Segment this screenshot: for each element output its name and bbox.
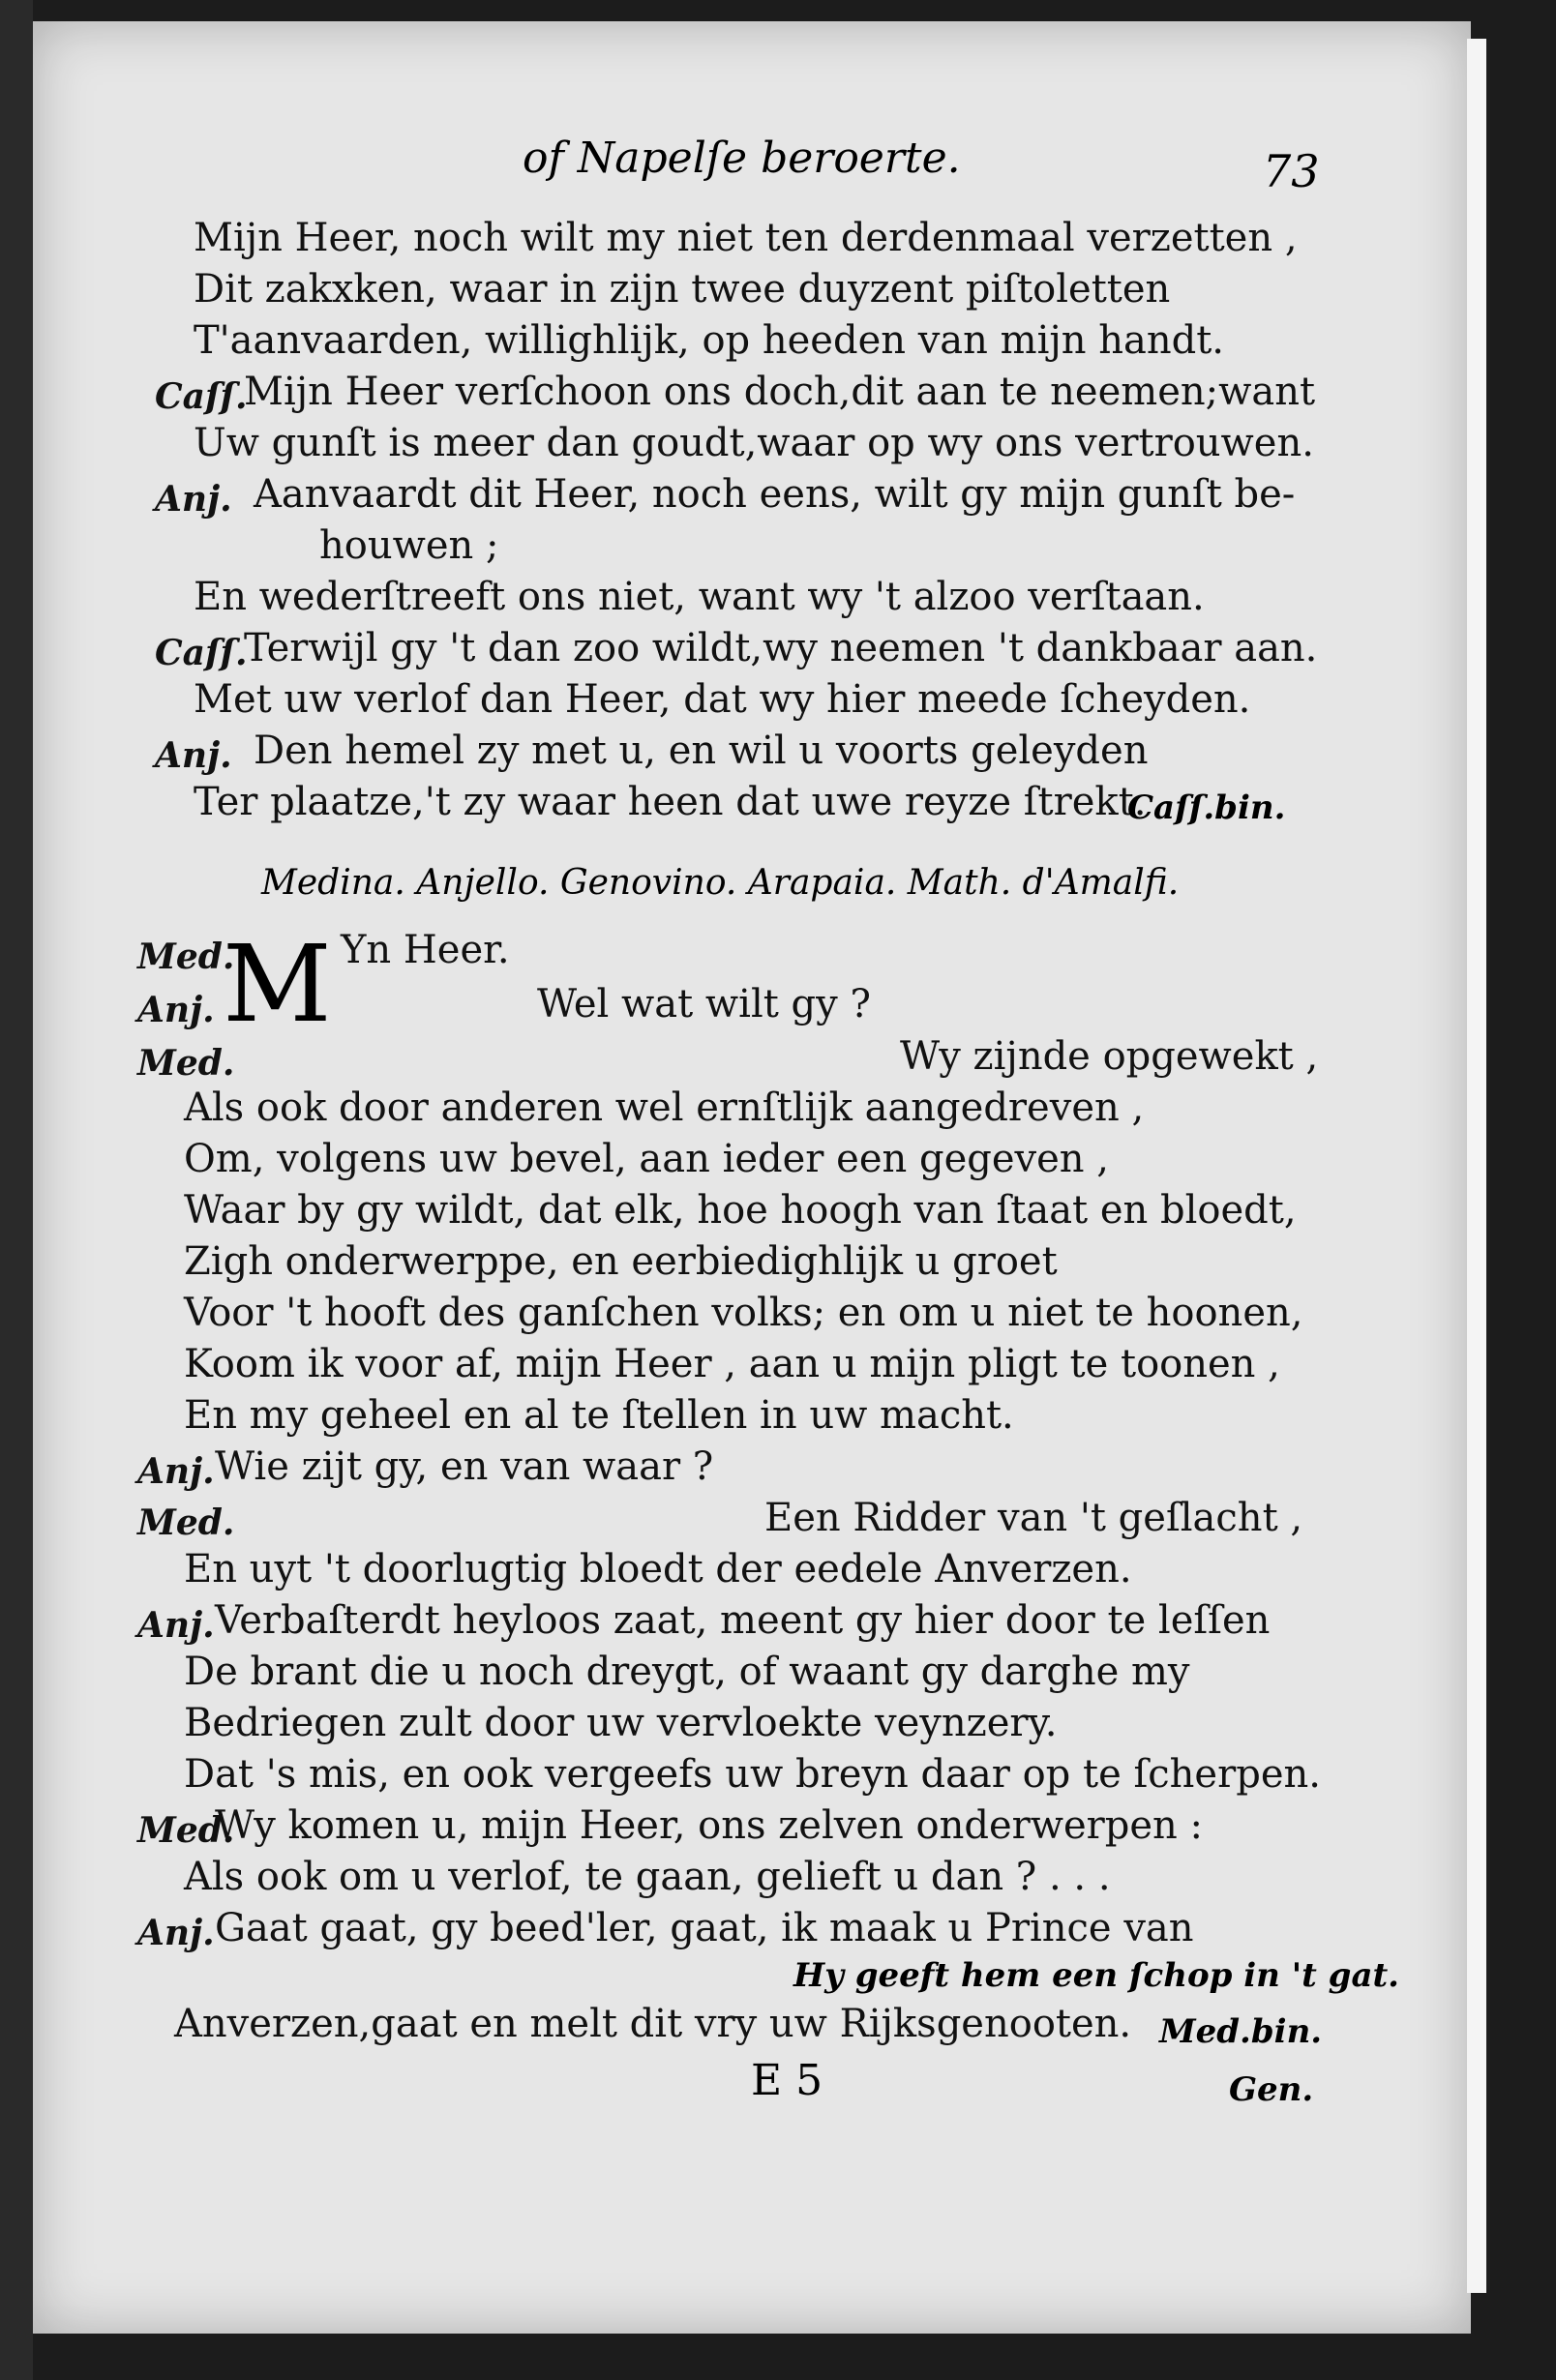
verse-line: Wy komen u, mijn Heer, ons zelven onderwerpen : bbox=[215, 1803, 1203, 1848]
speaker-label: Anj. bbox=[137, 1451, 215, 1492]
verse-line: Gaat gaat, gy beed'ler, gaat, ik maak u Prince van bbox=[215, 1906, 1194, 1950]
speaker-label: Med. bbox=[137, 1043, 235, 1084]
verse-line: Zigh onderwerppe, en eerbiedighlijk u groet bbox=[184, 1239, 1058, 1284]
verse-line: Koom ik voor af, mijn Heer , aan u mijn pligt te toonen , bbox=[184, 1342, 1280, 1386]
verse-line: Yn Heer. bbox=[341, 928, 510, 972]
page-number: 73 bbox=[1263, 145, 1320, 197]
page-edge bbox=[1467, 39, 1486, 2293]
scene-heading: Medina. Anjello. Genovino. Arapaia. Math. d'Amalfi. bbox=[261, 863, 1180, 903]
speaker-label: Anj. bbox=[137, 1913, 215, 1953]
verse-line: De brant die u noch dreygt, of waant gy darghe my bbox=[184, 1650, 1190, 1694]
verse-line: Uw gunſt is meer dan goudt,waar op wy ons vertrouwen. bbox=[194, 421, 1314, 465]
verse-line: Waar by gy wildt, dat elk, hoe hoogh van ſtaat en bloedt, bbox=[184, 1188, 1297, 1233]
verse-line: T'aanvaarden, willighlijk, op heeden van mijn handt. bbox=[194, 318, 1224, 363]
verse-line: Mijn Heer verſchoon ons doch,dit aan te neemen;want bbox=[244, 370, 1316, 414]
verse-line: Ter plaatze,'t zy waar heen dat uwe reyze ſtrekt. bbox=[194, 780, 1147, 824]
speaker-label: Med. bbox=[137, 937, 235, 977]
verse-line: Voor 't hooft des ganſchen volks; en om u niet te hoonen, bbox=[184, 1291, 1303, 1335]
verse-line: Wy zijnde opgewekt , bbox=[900, 1034, 1319, 1079]
verse-line: Dat 's mis, en ook vergeefs uw breyn daar op te ſcherpen. bbox=[184, 1752, 1321, 1797]
verse-line: Als ook door anderen wel ernſtlijk aangedreven , bbox=[184, 1086, 1145, 1130]
speaker-label: Anj. bbox=[155, 479, 232, 520]
book-edge bbox=[0, 0, 33, 2380]
stage-exit: Caſſ.bin. bbox=[1127, 788, 1286, 827]
verse-line: Om, volgens uw bevel, aan ieder een gegeven , bbox=[184, 1137, 1109, 1181]
stage-direction: Hy geeft hem een ſchop in 't gat. bbox=[793, 1956, 1400, 1995]
verse-line: Wel wat wilt gy ? bbox=[537, 982, 871, 1026]
speaker-label: Med. bbox=[137, 1502, 235, 1543]
verse-line: Wie zijt gy, en van waar ? bbox=[215, 1444, 714, 1489]
speaker-label: Anj. bbox=[137, 1605, 215, 1646]
speaker-label: Caſſ. bbox=[155, 633, 248, 673]
verse-line: Aanvaardt dit Heer, noch eens, wilt gy mijn gunſt be- bbox=[254, 472, 1296, 517]
running-head: of Napelſe beroerte. bbox=[523, 134, 961, 183]
verse-line: Als ook om u verlof, te gaan, gelieft u dan ? . . . bbox=[184, 1855, 1111, 1899]
verse-line: houwen ; bbox=[319, 523, 499, 568]
verse-line: Mijn Heer, noch wilt my niet ten derdenmaal verzetten , bbox=[194, 216, 1298, 260]
signature-mark: E 5 bbox=[751, 2056, 823, 2105]
verse-line: Met uw verlof dan Heer, dat wy hier meede ſcheyden. bbox=[194, 677, 1251, 722]
verse-line: Dit zakxken, waar in zijn twee duyzent piſtoletten bbox=[194, 267, 1171, 312]
verse-line: Anverzen,gaat en melt dit vry uw Rijksgenooten. bbox=[174, 2002, 1132, 2046]
verse-line: En wederſtreeft ons niet, want wy 't alzoo verſtaan. bbox=[194, 575, 1205, 619]
verse-line: En uyt 't doorlugtig bloedt der eedele Anverzen. bbox=[184, 1547, 1132, 1592]
verse-line: Verbaſterdt heyloos zaat, meent gy hier door te leſſen bbox=[215, 1598, 1271, 1643]
speaker-label: Caſſ. bbox=[155, 376, 248, 417]
verse-line: Bedriegen zult door uw vervloekte veynzery. bbox=[184, 1701, 1058, 1745]
catchword: Gen. bbox=[1229, 2070, 1314, 2109]
stage-exit: Med.bin. bbox=[1159, 2012, 1323, 2051]
speaker-label: Anj. bbox=[137, 990, 215, 1030]
speaker-label: Med. bbox=[137, 1810, 235, 1851]
verse-line: Den hemel zy met u, en wil u voorts geleyden bbox=[254, 729, 1149, 773]
drop-cap: M bbox=[223, 922, 332, 1046]
speaker-label: Anj. bbox=[155, 735, 232, 776]
verse-line: En my geheel en al te ſtellen in uw macht. bbox=[184, 1393, 1014, 1438]
verse-line: Terwijl gy 't dan zoo wildt,wy neemen 't dankbaar aan. bbox=[244, 626, 1318, 670]
verse-line: Een Ridder van 't geſlacht , bbox=[764, 1496, 1303, 1540]
